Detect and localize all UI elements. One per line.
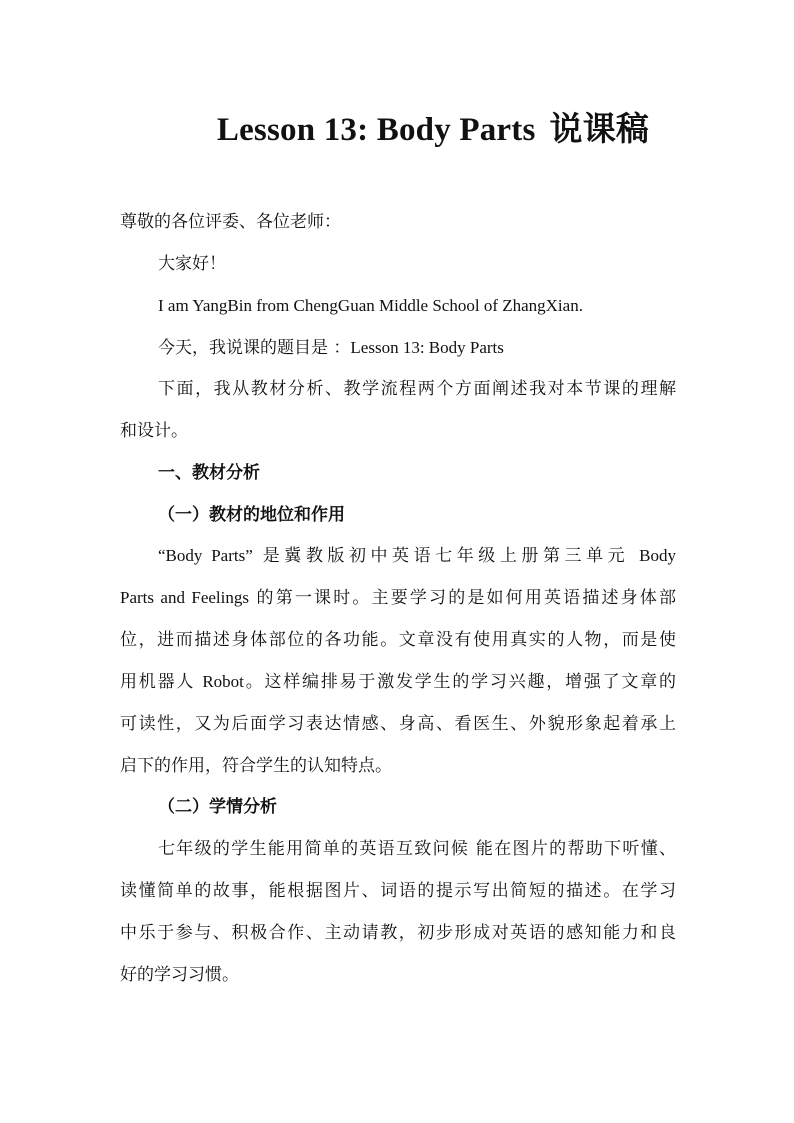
overview-line-1: 下面，我从教材分析、教学流程两个方面阐述我对本节课的理解	[158, 379, 676, 399]
para1-body-word: Body	[639, 546, 676, 565]
document-title	[0, 103, 794, 150]
subsection-heading-2: （二）学情分析	[158, 797, 277, 817]
title-chinese: 说课稿	[549, 109, 650, 148]
para2-line-3: 中乐于参与、积极合作、主动请教，初步形成对英语的感知能力和良	[120, 923, 676, 943]
para2-line-2: 读懂简单的故事，能根据图片、词语的提示写出简短的描述。在学习	[120, 881, 676, 901]
topic-chinese: 今天，我说课的题目是 ：	[158, 338, 351, 358]
para1-line-6: 启下的作用，符合学生的认知特点。	[120, 756, 392, 776]
section-heading-1: 一、教材分析	[158, 463, 260, 483]
para1-text-b: 的第一课时。主要学习的是如何用英语描述身体部	[248, 588, 676, 608]
para1-line-5: 可读性，又为后面学习表达情感、身高、看医生、外貌形象起着承上	[120, 714, 676, 734]
topic-english: Lesson 13: Body Parts	[350, 338, 504, 357]
para2-line-1: 七年级的学生能用简单的英语互致问候 能在图片的帮助下听懂、	[158, 839, 676, 859]
para1-text-a: 是冀教版初中英语七年级上册第三单元	[252, 546, 640, 566]
para1-quote: “Body Parts”	[158, 546, 253, 565]
para2-line-4: 好的学习习惯。	[120, 965, 239, 985]
para1-line-4	[120, 671, 676, 693]
para1-robot: Robot	[202, 672, 244, 691]
title-english: Lesson 13: Body Parts	[216, 112, 536, 148]
para1-line-2	[120, 587, 676, 609]
para1-line-1	[158, 545, 676, 567]
subsection-heading-1: （一）教材的地位和作用	[158, 505, 345, 525]
overview-line-2: 和设计。	[120, 421, 188, 441]
topic-line	[158, 337, 504, 359]
para1-line-3: 位，进而描述身体部位的各功能。文章没有使用真实的人物，而是使	[120, 630, 676, 650]
para1-text-d: 。这样编排易于激发学生的学习兴趣，增强了文章的	[243, 672, 677, 692]
para1-unit-name: Parts and Feelings	[120, 588, 249, 607]
intro-line: I am YangBin from ChengGuan Middle School of ZhangXian.	[158, 296, 583, 315]
hello-line: 大家好！	[158, 254, 226, 274]
greeting-line: 尊敬的各位评委、各位老师：	[120, 212, 341, 232]
para1-text-c: 用机器人	[120, 672, 203, 692]
